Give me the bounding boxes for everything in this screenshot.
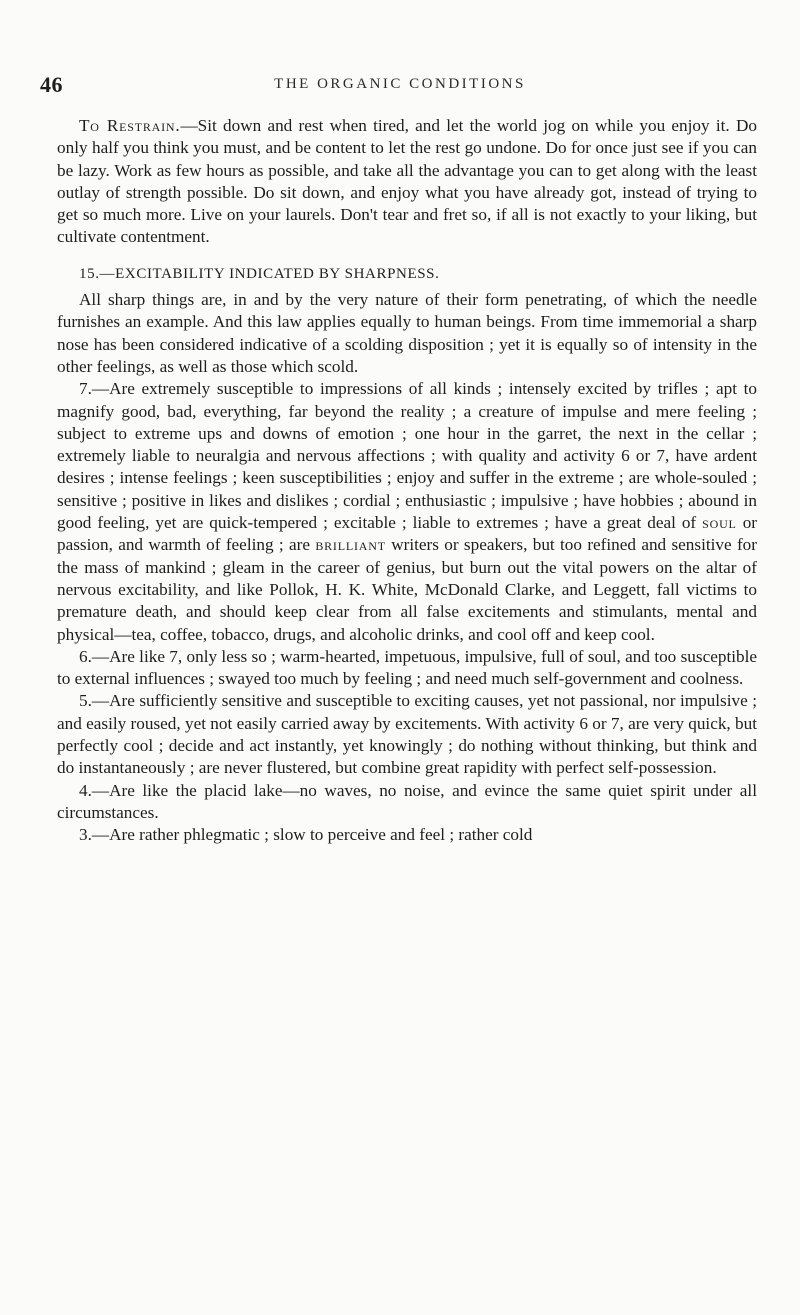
body-text xyxy=(57,115,757,847)
paragraph-text: or passion, and warmth of feeling ; are xyxy=(57,513,758,555)
paragraph-grade-4: 4.—Are like the placid lake—no waves, no noise, and evince the same quiet spirit under all circumstances. xyxy=(57,780,757,822)
paragraph-text: —Sit down and rest when tired, and let the world jog on while you enjoy it. Do only half you think you must, and be content to let the rest go undone. Do for once just see if you can be lazy. Work as few hours as possible, and take all the advantage you can to get along with the least outlay of strength possible. Do sit down, and enjoy what you have already got, instead of trying to get so much more. Live on your laurels. Don't tear and fret so, if all is not exactly to your liking, but cultivate contentment. xyxy=(57,116,757,247)
paragraph-lead-in: To Restrain. xyxy=(79,116,181,135)
page-header xyxy=(40,72,760,102)
paragraph-grade-6: 6.—Are like 7, only less so ; warm-hearted, impetuous, impulsive, full of soul, and too susceptible to external influences ; swayed too much by feeling ; and need much self-government and coolness. xyxy=(57,646,757,689)
running-head: THE ORGANIC CONDITIONS xyxy=(274,76,526,92)
paragraph-text: 7.—Are extremely susceptible to impressions of all kinds ; intensely excited by trifles ; apt to magnify good, bad, everything, far beyond the reality ; a creature of impulse and mere feeling ; subject to extreme ups and downs of emotion ; one hour in the garret, the next in the cellar ; extremely liable to neuralgia and nervous affections ; with quality and activity 6 or 7, have ardent desires ; intense feelings ; keen susceptibilities ; enjoy and suffer in the extreme ; are whole-souled ; sensitive ; positive in likes and dislikes ; cordial ; enthusiastic ; impulsive ; have hobbies ; abound in good feeling, yet are quick-tempered ; excitable ; liable to extremes ; have a great deal of xyxy=(57,379,757,533)
paragraph-grade-3: 3.—Are rather phlegmatic ; slow to perceive and feel ; rather cold xyxy=(79,825,533,845)
page-number: 46 xyxy=(40,72,63,97)
small-caps-word: brilliant xyxy=(315,535,386,555)
section-heading: 15.—EXCITABILITY INDICATED BY SHARPNESS. xyxy=(79,265,440,282)
paragraph-sharpness: All sharp things are, in and by the very nature of their form penetrating, of which the needle furnishes an example. And this law applies equally to human beings. From time immemorial a sharp nose has been considered indicative of a scolding disposition ; yet it is equally so of intensity in the other feelings, as well as those which scold. xyxy=(57,290,757,376)
paragraph-to-restrain xyxy=(57,115,757,249)
paragraph-grade-5: 5.—Are sufficiently sensitive and susceptible to exciting causes, yet not passional, nor impulsive ; and easily roused, yet not easily carried away by excitements. With activity 6 or 7, are very quick, but perfectly cool ; decide and act instantly, yet knowingly ; do nothing without thinking, but think and do instantaneously ; are never flustered, but combine great rapidity with perfect self-possession. xyxy=(57,691,757,778)
paragraph-text: writers or speakers, but too refined and sensitive for the mass of mankind ; gleam in the career of genius, but burn out the vital powers on the altar of nervous excitability, and like Pollok, H. K. White, McDonald Clarke, and Leggett, fall victims to premature death, and should keep clear from all false excitements and stimulants, mental and physical—tea, coffee, tobacco, drugs, and alcoholic drinks, and cool off and keep cool. xyxy=(57,535,757,644)
small-caps-word: soul xyxy=(702,513,737,533)
paragraph-grade-7 xyxy=(57,378,757,646)
